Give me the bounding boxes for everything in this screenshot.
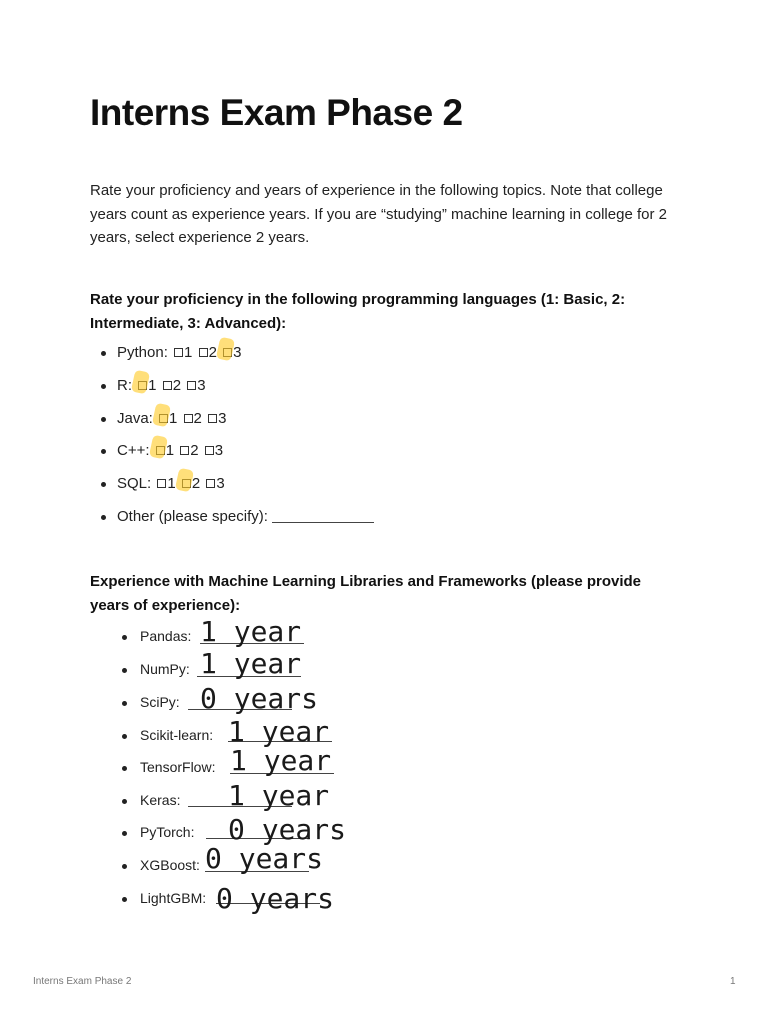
answer-scipy: 0 years xyxy=(200,682,319,715)
checkbox-cpp-1[interactable] xyxy=(156,446,165,455)
intro-paragraph: Rate your proficiency and years of experience in the following topics. Note that college years count as experience years. If you are “studying” machine learning in college for 2 years, select experience 2 years. xyxy=(90,182,667,246)
answer-xgboost: 0 years xyxy=(205,842,324,875)
library-label: XGBoost: xyxy=(140,857,200,873)
bullet-icon xyxy=(122,766,127,771)
bullet-icon xyxy=(101,384,106,389)
checkbox-sql-3[interactable] xyxy=(206,479,215,488)
proficiency-item-other xyxy=(100,508,374,525)
option-label: 3 xyxy=(216,475,225,492)
answer-pandas: 1 year xyxy=(200,615,302,648)
option-label: 2 xyxy=(172,377,182,394)
option-label: 1 xyxy=(148,377,157,394)
highlight-mark xyxy=(157,410,169,427)
libraries-heading: Experience with Machine Learning Libraries and Frameworks (please provide years of experience): xyxy=(90,573,642,614)
library-item-pandas xyxy=(122,628,191,644)
bullet-icon xyxy=(101,417,106,422)
language-label: Python: xyxy=(117,344,168,361)
option-label: 2 xyxy=(191,475,201,492)
library-label: Scikit-learn: xyxy=(140,727,214,743)
checkbox-r-2[interactable] xyxy=(163,381,172,390)
bullet-icon xyxy=(122,701,127,706)
checkbox-python-2[interactable] xyxy=(199,348,208,357)
option-label: 2 xyxy=(193,410,202,427)
library-item-xgboost xyxy=(122,857,200,873)
language-label: R: xyxy=(117,377,132,394)
answer-keras: 1 year xyxy=(228,779,330,812)
highlight-mark xyxy=(221,344,233,361)
option-label: 1 xyxy=(167,475,176,492)
library-item-lightgbm xyxy=(122,890,206,906)
bullet-icon xyxy=(122,734,127,739)
bullet-icon xyxy=(122,897,127,902)
checkbox-r-1[interactable] xyxy=(138,381,147,390)
option-label: 3 xyxy=(233,344,242,361)
bullet-icon xyxy=(122,864,127,869)
proficiency-item-java xyxy=(100,410,226,427)
highlight-mark xyxy=(180,475,192,492)
proficiency-item-python xyxy=(100,344,241,361)
answer-pytorch: 0 years xyxy=(228,813,347,846)
language-label: Java: xyxy=(117,410,153,427)
library-item-scipy xyxy=(122,694,180,710)
bullet-icon xyxy=(122,799,127,804)
option-label: 1 xyxy=(184,344,193,361)
bullet-icon xyxy=(122,668,127,673)
option-label: 2 xyxy=(190,442,199,459)
proficiency-item-cpp xyxy=(100,442,223,459)
bullet-icon xyxy=(122,831,127,836)
proficiency-item-r xyxy=(100,377,206,394)
checkbox-sql-2[interactable] xyxy=(182,479,191,488)
option-label: 1 xyxy=(165,442,175,459)
other-specify-field[interactable] xyxy=(272,508,374,523)
checkbox-r-3[interactable] xyxy=(187,381,196,390)
bullet-icon xyxy=(101,482,106,487)
library-item-keras xyxy=(122,792,180,808)
checkbox-cpp-3[interactable] xyxy=(205,446,214,455)
option-label: 2 xyxy=(208,344,217,361)
proficiency-heading: Rate your proficiency in the following programming languages (1: Basic, 2: Intermediate, 3: Advanced): xyxy=(90,291,626,332)
language-label: C++: xyxy=(117,442,150,459)
answer-lightgbm: 0 years xyxy=(216,882,335,915)
other-label: Other (please specify): xyxy=(117,508,268,525)
checkbox-python-1[interactable] xyxy=(174,348,183,357)
option-label: 3 xyxy=(214,442,224,459)
checkbox-cpp-2[interactable] xyxy=(180,446,189,455)
library-label: LightGBM: xyxy=(140,890,207,906)
answer-tensorflow: 1 year xyxy=(230,744,332,777)
library-item-numpy xyxy=(122,661,190,677)
option-label: 1 xyxy=(169,410,178,427)
option-label: 3 xyxy=(218,410,227,427)
language-label: SQL: xyxy=(117,475,152,492)
highlight-mark xyxy=(154,442,166,459)
page-title: Interns Exam Phase 2 xyxy=(90,92,463,133)
library-label: Pandas: xyxy=(140,628,192,644)
library-item-pytorch xyxy=(122,824,194,840)
library-label: SciPy: xyxy=(140,694,180,710)
footer-title: Interns Exam Phase 2 xyxy=(33,976,132,987)
library-item-scikit-learn xyxy=(122,727,213,743)
library-label: Keras: xyxy=(140,792,181,808)
checkbox-python-3[interactable] xyxy=(223,348,232,357)
checkbox-sql-1[interactable] xyxy=(157,479,166,488)
library-label: TensorFlow: xyxy=(140,759,216,775)
answer-scikit-learn: 1 year xyxy=(228,715,330,748)
option-label: 3 xyxy=(197,377,206,394)
checkbox-java-1[interactable] xyxy=(159,414,168,423)
checkbox-java-3[interactable] xyxy=(208,414,217,423)
checkbox-java-2[interactable] xyxy=(184,414,193,423)
page-number: 1 xyxy=(730,976,736,987)
library-item-tensorflow xyxy=(122,759,215,775)
answer-numpy: 1 year xyxy=(200,647,302,680)
library-label: PyTorch: xyxy=(140,824,195,840)
bullet-icon xyxy=(101,449,106,454)
library-label: NumPy: xyxy=(140,661,190,677)
proficiency-item-sql xyxy=(100,475,225,492)
bullet-icon xyxy=(122,635,127,640)
highlight-mark xyxy=(136,377,148,394)
bullet-icon xyxy=(101,515,106,520)
bullet-icon xyxy=(101,351,106,356)
